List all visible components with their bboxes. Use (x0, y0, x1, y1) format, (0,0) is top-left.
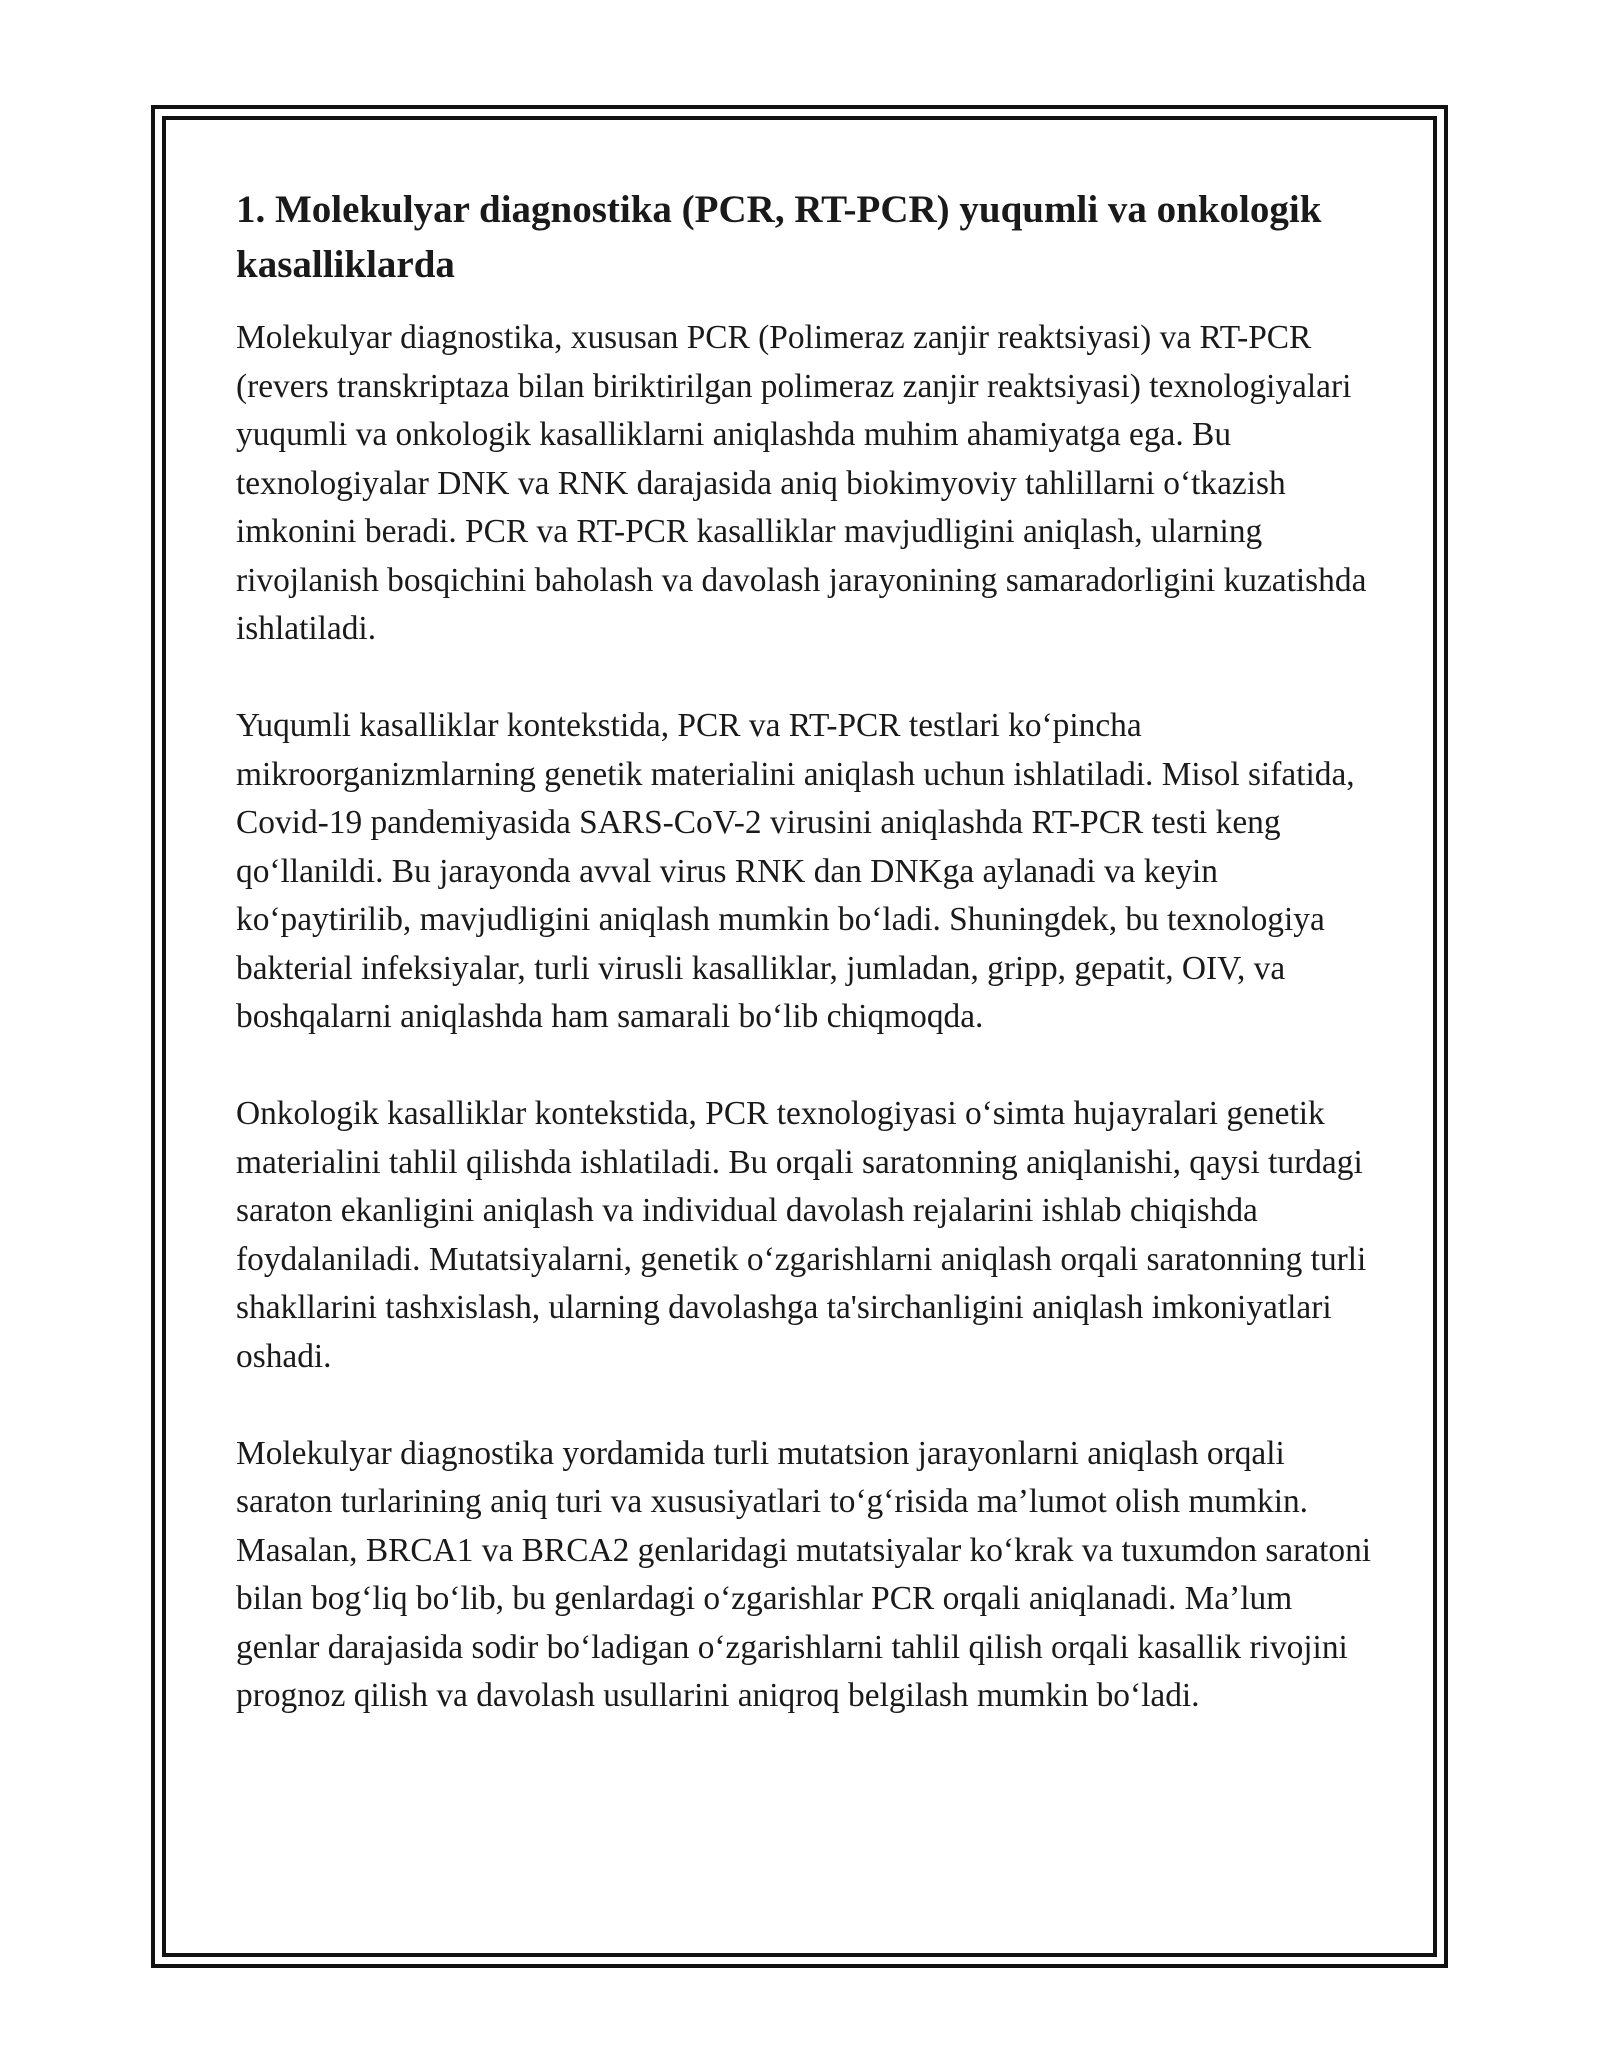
section-title: 1. Molekulyar diagnostika (PCR, RT-PCR) yuqumli va onkologik kasalliklarda (236, 188, 1322, 286)
paragraph-infectious-diseases: Yuqumli kasalliklar kontekstida, PCR va RT-PCR testlari ko‘pincha mikroorganizmlarning genetik materialini aniqlash uchun ishlatiladi. Misol sifatida, Covid-19 pandemiyasida SARS-CoV-2 virusini aniqlashda RT-PCR testi keng qo‘llanildi. Bu jarayonda avval virus RNK dan DNKga aylanadi va keyin ko‘paytirilib, mavjudligini aniqlash mumkin bo‘ladi. Shuningdek, bu texnologiya bakterial infeksiyalar, turli virusli kasalliklar, jumladan, gripp, gepatit, OIV, va boshqalarni aniqlashda ham samarali bo‘lib chiqmoqda. (236, 707, 1355, 1035)
document-body (236, 182, 1376, 1721)
paragraph-intro: Molekulyar diagnostika, xususan PCR (Polimeraz zanjir reaktsiyasi) va RT-PCR (revers transkriptaza bilan biriktirilgan polimeraz zanjir reaktsiyasi) texnologiyalari yuqumli va onkologik kasalliklarni aniqlashda muhim ahamiyatga ega. Bu texnologiyalar DNK va RNK darajasida aniq biokimyoviy tahlillarni o‘tkazish imkonini beradi. PCR va RT-PCR kasalliklar mavjudligini aniqlash, ularning rivojlanish bosqichini baholash va davolash jarayonining samaradorligini kuzatishda ishlatiladi. (236, 319, 1367, 647)
paragraph-mutation-detection: Molekulyar diagnostika yordamida turli mutatsion jarayonlarni aniqlash orqali saraton turlarining aniq turi va xususiyatlari to‘g‘risida ma’lumot olish mumkin. Masalan, BRCA1 va BRCA2 genlaridagi mutatsiyalar ko‘krak va tuxumdon saratoni bilan bog‘liq bo‘lib, bu genlardagi o‘zgarishlar PCR orqali aniqlanadi. Ma’lum genlar darajasida sodir bo‘ladigan o‘zgarishlarni tahlil qilish orqali kasallik rivojini prognoz qilish va davolash usullarini aniqroq belgilash mumkin bo‘ladi. (236, 1434, 1372, 1714)
paragraph-oncological-diseases: Onkologik kasalliklar kontekstida, PCR texnologiyasi o‘simta hujayralari genetik materialini tahlil qilishda ishlatiladi. Bu orqali saratonning aniqlanishi, qaysi turdagi saraton ekanligini aniqlash va individual davolash rejalarini ishlab chiqishda foydalaniladi. Mutatsiyalarni, genetik o‘zgarishlarni aniqlash orqali saratonning turli shakllarini tashxislash, ularning davolashga ta'sirchanligini aniqlash imkoniyatlari oshadi. (236, 1095, 1367, 1375)
